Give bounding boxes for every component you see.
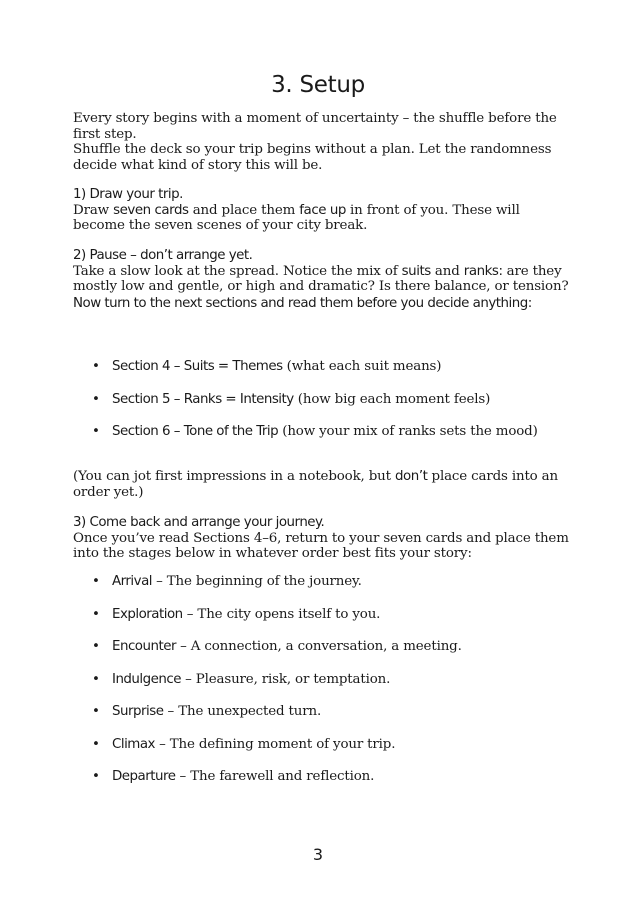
sections-list (73, 359, 573, 457)
step-3-heading: 3) Come back and arrange your journey. (73, 515, 325, 530)
step-2-text: Take a slow look at the spread. Notice the mix of suits and ranks: are they mostly low and gentle, or high and dramatic? Is there balance, or tension? (73, 263, 569, 294)
emphasis-seven-cards: seven cards (113, 202, 189, 218)
step-3 (73, 515, 573, 562)
list-item: • Exploration – The city opens itself to you. (73, 607, 573, 640)
list-item: • Section 4 – Suits = Themes (what each suit means) (73, 359, 573, 392)
intro-line-1: Every story begins with a moment of uncertainty – the shuffle before the first step. (73, 111, 557, 142)
list-item: • Section 6 – Tone of the Trip (how your mix of ranks sets the mood) (73, 424, 573, 457)
page-number: 3 (312, 845, 324, 864)
step-3-text: Once you’ve read Sections 4–6, return to your seven cards and place them into the stages below in whatever order best fits your story: (73, 530, 569, 561)
step-2-note: (You can jot first impressions in a notebook, but don’t place cards into an order yet.) (73, 469, 558, 500)
list-item: • Section 5 – Ranks = Intensity (how big each moment feels) (73, 392, 573, 425)
stages-list (73, 574, 573, 802)
list-item: • Surprise – The unexpected turn. (73, 704, 573, 737)
intro (73, 111, 573, 173)
emphasis-face-up: face up (299, 202, 346, 218)
step-2-heading: 2) Pause – don’t arrange yet. (73, 248, 253, 263)
emphasis-suits: suits (401, 263, 431, 279)
step-1 (73, 187, 573, 234)
step-1-heading: 1) Draw your trip. (73, 187, 183, 202)
step-1-text: Draw seven cards and place them face up in front of you. These will become the seven scenes of your city break. (73, 202, 520, 233)
list-item: • Arrival – The beginning of the journey. (73, 574, 573, 607)
emphasis-ranks: ranks: (463, 263, 503, 279)
list-item: • Climax – The defining moment of your trip. (73, 737, 573, 770)
step-2 (73, 248, 573, 314)
list-item: • Encounter – A connection, a conversation, a meeting. (73, 639, 573, 672)
list-item: • Departure – The farewell and reflection. (73, 769, 573, 802)
list-item: • Indulgence – Pleasure, risk, or temptation. (73, 672, 573, 705)
page-title: 3. Setup (271, 72, 365, 98)
intro-line-2: Shuffle the deck so your trip begins without a plan. Let the randomness decide what kind of story this will be. (73, 142, 552, 173)
emphasis-dont: don’t (394, 469, 428, 484)
step-2-instruction: Now turn to the next sections and read them before you decide anything: (73, 295, 532, 311)
